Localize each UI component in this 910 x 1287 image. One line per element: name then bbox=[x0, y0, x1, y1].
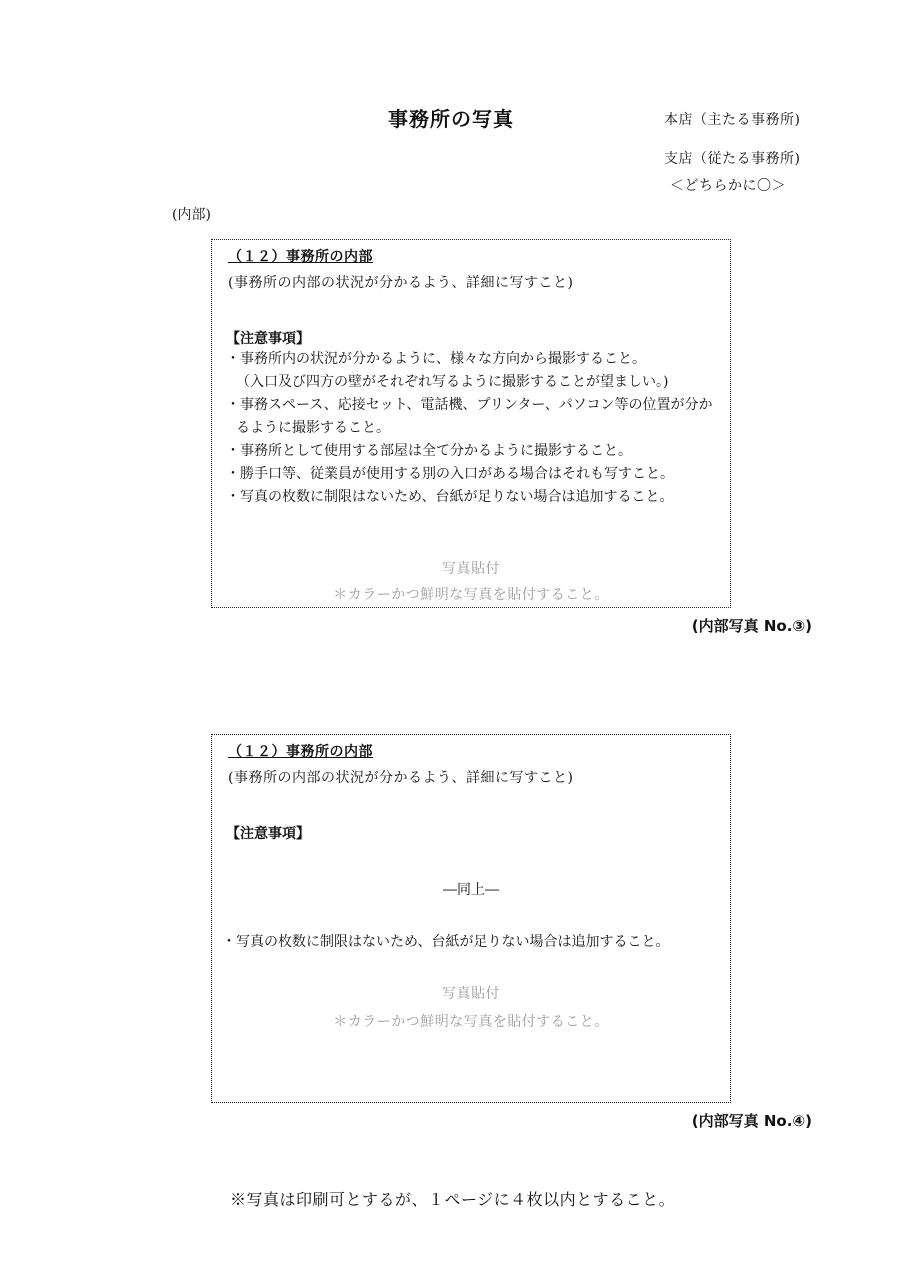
note-item: ・写真の枚数に制限はないため、台紙が足りない場合は追加すること。 bbox=[222, 934, 670, 950]
main-office-option: 本店（主たる事務所) bbox=[664, 112, 801, 128]
note-item: ・勝手口等、従業員が使用する別の入口がある場合はそれも写すこと。 bbox=[226, 466, 674, 482]
notes-heading: 【注意事項】 bbox=[226, 331, 310, 347]
box-heading: （１２）事務所の内部 bbox=[228, 249, 373, 265]
note-item: ・写真の枚数に制限はないため、台紙が足りない場合は追加すること。 bbox=[226, 489, 674, 505]
photo-number-4: (内部写真 No.④) bbox=[691, 1112, 812, 1130]
notes-heading: 【注意事項】 bbox=[226, 826, 310, 842]
photo-box-1 bbox=[211, 239, 731, 608]
choose-one-instruction: ＜どちらかに〇＞ bbox=[670, 178, 786, 194]
note-item: ・事務所内の状況が分かるように、様々な方向から撮影すること。 bbox=[226, 351, 646, 367]
photo-paste-label: 写真貼付 bbox=[442, 561, 500, 577]
box-heading: （１２）事務所の内部 bbox=[228, 744, 373, 760]
note-item: ・事務スペース、応接セット、電話機、プリンター、パソコン等の位置が分かるように撮影すること。 bbox=[226, 397, 713, 436]
note-item: ・事務所として使用する部屋は全て分かるように撮影すること。 bbox=[226, 443, 632, 459]
note-item: （入口及び四方の壁がそれぞれ写るように撮影することが望ましい。) bbox=[236, 374, 669, 390]
photo-instruction: ＊カラーかつ鮮明な写真を貼付すること。 bbox=[333, 1014, 609, 1030]
notes-list bbox=[222, 348, 722, 509]
photo-paste-label: 写真貼付 bbox=[442, 986, 500, 1002]
page-title: 事務所の写真 bbox=[388, 107, 514, 131]
box-subheading: (事務所の内部の状況が分かるよう、詳細に写すこと) bbox=[228, 770, 574, 786]
box-subheading: (事務所の内部の状況が分かるよう、詳細に写すこと) bbox=[228, 275, 574, 291]
photo-instruction: ＊カラーかつ鮮明な写真を貼付すること。 bbox=[333, 587, 609, 603]
footer-note: ※写真は印刷可とするが、１ページに４枚以内とすること。 bbox=[230, 1190, 676, 1209]
photo-box-2 bbox=[211, 734, 731, 1103]
photo-number-3: (内部写真 No.③) bbox=[691, 617, 812, 635]
section-label: (内部) bbox=[172, 207, 211, 223]
same-as-above: ―同上― bbox=[443, 882, 499, 898]
branch-office-option: 支店（従たる事務所) bbox=[664, 151, 801, 167]
